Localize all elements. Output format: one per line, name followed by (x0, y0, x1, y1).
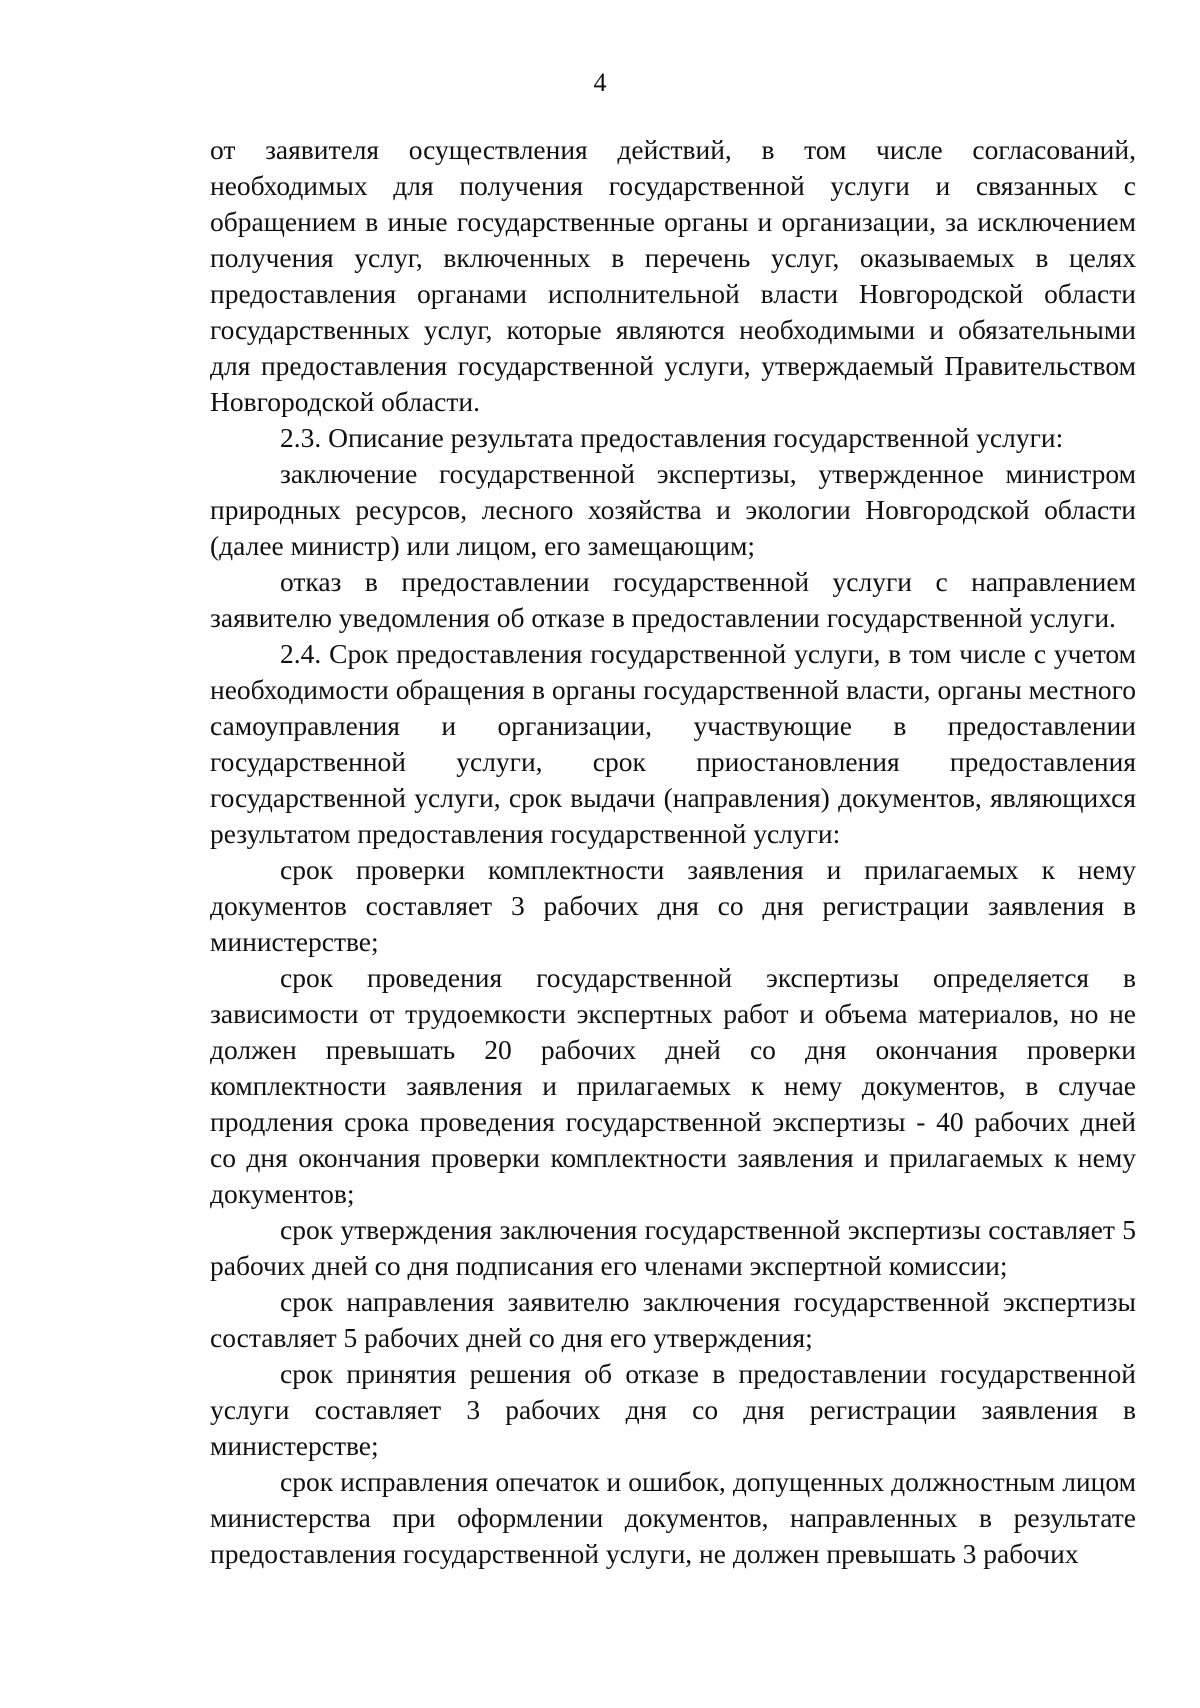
paragraph-result-conclusion: заключение государственной экспертизы, утвержденное министром природных ресурсов, лесного хозяйства и экологии Новгородской области (далее министр) или лицом, его замещающим; (210, 458, 1136, 561)
paragraph-term-sending: срок направления заявителю заключения государственной экспертизы составляет 5 рабочих дней со дня его утверждения; (210, 1286, 1136, 1353)
paragraph-term-completeness-check: срок проверки комплектности заявления и прилагаемых к нему документов составляет 3 рабочих дня со дня регистрации заявления в министерстве; (210, 854, 1136, 957)
document-body (210, 132, 1136, 1572)
page-number: 4 (593, 68, 607, 97)
paragraph-section-2-3-heading: 2.3. Описание результата предоставления государственной услуги: (280, 422, 1064, 453)
paragraph-result-refusal: отказ в предоставлении государственной услуги с направлением заявителю уведомления об отказе в предоставлении государственной услуги. (210, 566, 1136, 633)
paragraph-section-2-4-heading: 2.4. Срок предоставления государственной услуги, в том числе с учетом необходимости обращения в органы государственной власти, органы местного самоуправления и организации, участвующие в предоставлении государственной услуги, срок приостановления предоставления государственной услуги, срок выдачи (направления) документов, являющихся результатом предоставления государственной услуги: (210, 638, 1136, 849)
paragraph-term-correction: срок исправления опечаток и ошибок, допущенных должностным лицом министерства при оформлении документов, направленных в результате предоставления государственной услуги, не должен превышать 3 рабочих (210, 1466, 1136, 1569)
paragraph-term-approval: срок утверждения заключения государственной экспертизы составляет 5 рабочих дней со дня подписания его членами экспертной комиссии; (210, 1214, 1136, 1281)
paragraph-term-expertise: срок проведения государственной экспертизы определяется в зависимости от трудоемкости экспертных работ и объема материалов, но не должен превышать 20 рабочих дней со дня окончания проверки комплектности заявления и прилагаемых к нему документов, в случае продления срока проведения государственной экспертизы - 40 рабочих дней со дня окончания проверки комплектности заявления и прилагаемых к нему документов; (210, 962, 1136, 1209)
paragraph-term-refusal-decision: срок принятия решения об отказе в предоставлении государственной услуги составляет 3 рабочих дня со дня регистрации заявления в министерстве; (210, 1358, 1136, 1461)
paragraph-continuation: от заявителя осуществления действий, в том числе согласований, необходимых для получения государственной услуги и связанных с обращением в иные государственные органы и организации, за исключением получения услуг, включенных в перечень услуг, оказываемых в целях предоставления органами исполнительной власти Новгородской области государственных услуг, которые являются необходимыми и обязательными для предоставления государственной услуги, утверждаемый Правительством Новгородской области. (210, 134, 1136, 417)
